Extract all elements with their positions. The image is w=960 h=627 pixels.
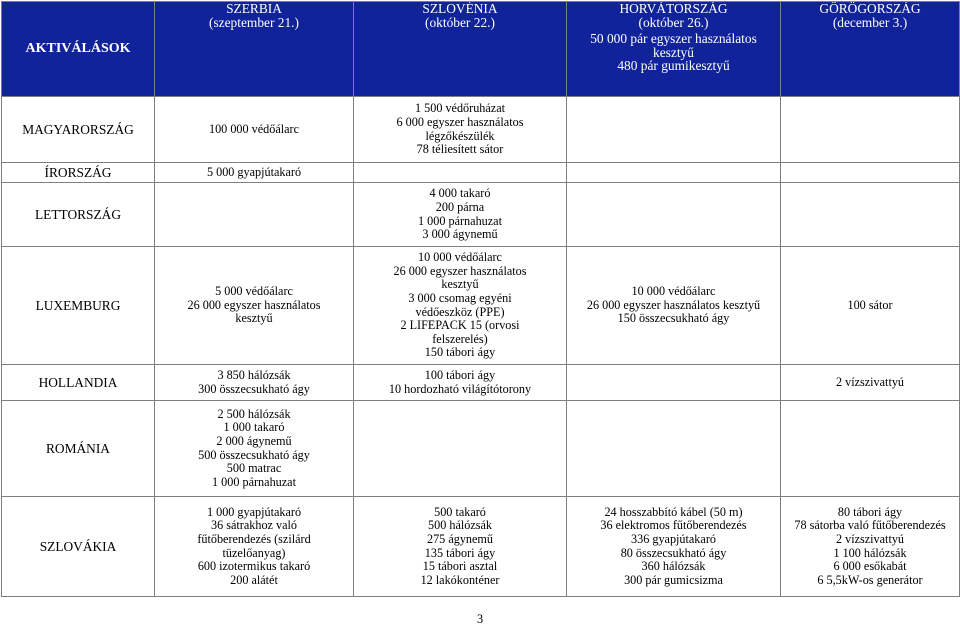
cell-horvatorszag xyxy=(567,97,781,163)
row-country: HOLLANDIA xyxy=(2,365,155,401)
row-country: SZLOVÁKIA xyxy=(2,497,155,597)
item-line: 500 hálózsák xyxy=(428,518,492,533)
table-row xyxy=(2,247,960,365)
item-line: 5 000 védőálarc xyxy=(215,284,293,299)
corner-header: AKTIVÁLÁSOK xyxy=(2,2,155,97)
cell-horvatorszag xyxy=(567,497,781,597)
column-date: (október 22.) xyxy=(425,14,495,30)
cell-szerbia xyxy=(155,163,354,183)
item-line: 10 000 védőálarc xyxy=(631,284,716,299)
item-line: 1 000 párnahuzat xyxy=(418,213,502,228)
item-line: kesztyű xyxy=(441,277,479,292)
row-country: MAGYARORSZÁG xyxy=(2,97,155,163)
column-header-horvatorszag xyxy=(567,2,781,97)
item-line: 1 100 hálózsák xyxy=(833,545,907,560)
cell-horvatorszag xyxy=(567,183,781,247)
cell-szlovenia xyxy=(354,97,567,163)
item-line: kesztyű xyxy=(235,311,273,326)
item-line: 80 tábori ágy xyxy=(837,504,903,519)
item-line: 2 500 hálózsák xyxy=(217,406,291,421)
item-line: 6 000 egyszer használatos xyxy=(396,114,524,129)
cell-gorogorszag xyxy=(781,183,960,247)
item-line: 3 850 hálózsák xyxy=(217,367,291,382)
cell-gorogorszag xyxy=(781,401,960,497)
item-line: 500 takaró xyxy=(434,504,486,519)
cell-horvatorszag xyxy=(567,365,781,401)
row-country: ÍRORSZÁG xyxy=(2,163,155,183)
cell-szerbia xyxy=(155,497,354,597)
item-line: 135 tábori ágy xyxy=(424,545,496,560)
item-line: 6 000 esőkabát xyxy=(833,559,907,574)
item-line: 300 pár gumicsizma xyxy=(624,572,723,587)
item-line: 1 000 takaró xyxy=(223,420,285,435)
cell-szlovenia xyxy=(354,247,567,365)
item-line: 1 000 párnahuzat xyxy=(212,474,296,489)
column-date: (december 3.) xyxy=(832,14,908,30)
column-country: SZERBIA xyxy=(226,1,282,16)
header-item: kesztyű xyxy=(653,44,694,60)
page-number: 3 xyxy=(476,612,484,626)
item-line: 78 sátorba való fűtőberendezés xyxy=(794,518,946,533)
item-line: 4 000 takaró xyxy=(429,186,491,201)
table-row xyxy=(2,365,960,401)
cell-szerbia xyxy=(155,247,354,365)
column-date: (október 26.) xyxy=(638,14,709,30)
cell-szlovenia xyxy=(354,365,567,401)
item-line: légzőkészülék xyxy=(425,128,495,143)
table-row xyxy=(2,497,960,597)
item-line: 500 összecsukható ágy xyxy=(198,447,310,462)
item-line: fűtőberendezés (szilárd xyxy=(197,531,311,546)
cell-szerbia xyxy=(155,401,354,497)
column-date: (szeptember 21.) xyxy=(209,14,299,30)
column-country: SZLOVÉNIA xyxy=(422,1,498,16)
table-row xyxy=(2,183,960,247)
item-line: 150 összecsukható ágy xyxy=(617,311,730,326)
table-body xyxy=(2,97,960,597)
item-line: 336 gyapjútakaró xyxy=(631,531,716,546)
item-line: 78 téliesített sátor xyxy=(416,142,504,157)
item-line: 3 000 ágynemű xyxy=(422,227,498,242)
item-line: 200 párna xyxy=(435,199,485,214)
item-line: 6 5,5kW-os generátor xyxy=(817,572,923,587)
activations-table xyxy=(1,1,960,597)
cell-szlovenia xyxy=(354,183,567,247)
cell-gorogorszag xyxy=(781,365,960,401)
cell-gorogorszag xyxy=(781,247,960,365)
cell-gorogorszag xyxy=(781,97,960,163)
cell-gorogorszag xyxy=(781,497,960,597)
item-line: 26 000 egyszer használatos xyxy=(393,263,527,278)
item-line: 10 000 védőálarc xyxy=(418,250,502,265)
item-line: 36 sátrakhoz való xyxy=(211,518,297,533)
row-country: LETTORSZÁG xyxy=(2,183,155,247)
column-header-gorogorszag xyxy=(781,2,960,97)
table-row xyxy=(2,163,960,183)
column-country: GÖRÖGORSZÁG xyxy=(819,1,921,16)
header-item: 50 000 pár egyszer használatos xyxy=(590,31,757,47)
cell-szerbia xyxy=(155,97,354,163)
item-line: 300 összecsukható ágy xyxy=(198,381,310,396)
item-line: 24 hosszabbító kábel (50 m) xyxy=(604,504,743,519)
table-row xyxy=(2,97,960,163)
column-country: HORVÁTORSZÁG xyxy=(619,1,728,16)
item-line: 2 LIFEPACK 15 (orvosi xyxy=(400,318,520,333)
item-line: 10 hordozható világítótorony xyxy=(388,381,532,396)
column-header-szerbia xyxy=(155,2,354,97)
item-line: 5 000 gyapjútakaró xyxy=(206,164,302,179)
column-header-szlovenia xyxy=(354,2,567,97)
item-line: 600 izotermikus takaró xyxy=(197,559,311,574)
cell-horvatorszag xyxy=(567,401,781,497)
item-line: 2 vízszivattyú xyxy=(835,374,905,389)
cell-gorogorszag xyxy=(781,163,960,183)
cell-szlovenia xyxy=(354,163,567,183)
item-line: 100 000 védőálarc xyxy=(208,121,300,136)
item-line: 15 tábori asztal xyxy=(422,559,498,574)
item-line: 275 ágynemű xyxy=(426,531,493,546)
item-line: 200 alátét xyxy=(230,572,278,587)
item-line: 36 elektromos fűtőberendezés xyxy=(600,518,747,533)
cell-szerbia xyxy=(155,183,354,247)
item-line: 2 vízszivattyú xyxy=(835,531,905,546)
item-line: 1 500 védőruházat xyxy=(414,101,506,116)
item-line: 150 tábori ágy xyxy=(424,345,496,360)
item-line: 26 000 egyszer használatos xyxy=(187,297,321,312)
item-line: 80 összecsukható ágy xyxy=(620,545,727,560)
cell-horvatorszag xyxy=(567,163,781,183)
item-line: tüzelőanyag) xyxy=(222,545,286,560)
cell-szlovenia xyxy=(354,401,567,497)
item-line: 26 000 egyszer használatos kesztyű xyxy=(586,297,761,312)
cell-szerbia xyxy=(155,365,354,401)
item-line: 2 000 ágynemű xyxy=(216,433,292,448)
table-row xyxy=(2,401,960,497)
row-country: ROMÁNIA xyxy=(2,401,155,497)
item-line: 1 000 gyapjútakaró xyxy=(206,504,302,519)
item-line: 500 matrac xyxy=(226,461,282,476)
header-row xyxy=(2,2,960,97)
header-item: 480 pár gumikesztyű xyxy=(617,58,730,74)
item-line: 12 lakókonténer xyxy=(420,572,500,587)
item-line: védőeszköz (PPE) xyxy=(415,304,505,319)
item-line: felszerelés) xyxy=(432,331,488,346)
cell-szlovenia xyxy=(354,497,567,597)
item-line: 3 000 csomag egyéni xyxy=(408,290,512,305)
row-country: LUXEMBURG xyxy=(2,247,155,365)
item-line: 100 tábori ágy xyxy=(424,367,496,382)
item-line: 360 hálózsák xyxy=(641,559,706,574)
cell-horvatorszag xyxy=(567,247,781,365)
item-line: 100 sátor xyxy=(847,297,893,312)
